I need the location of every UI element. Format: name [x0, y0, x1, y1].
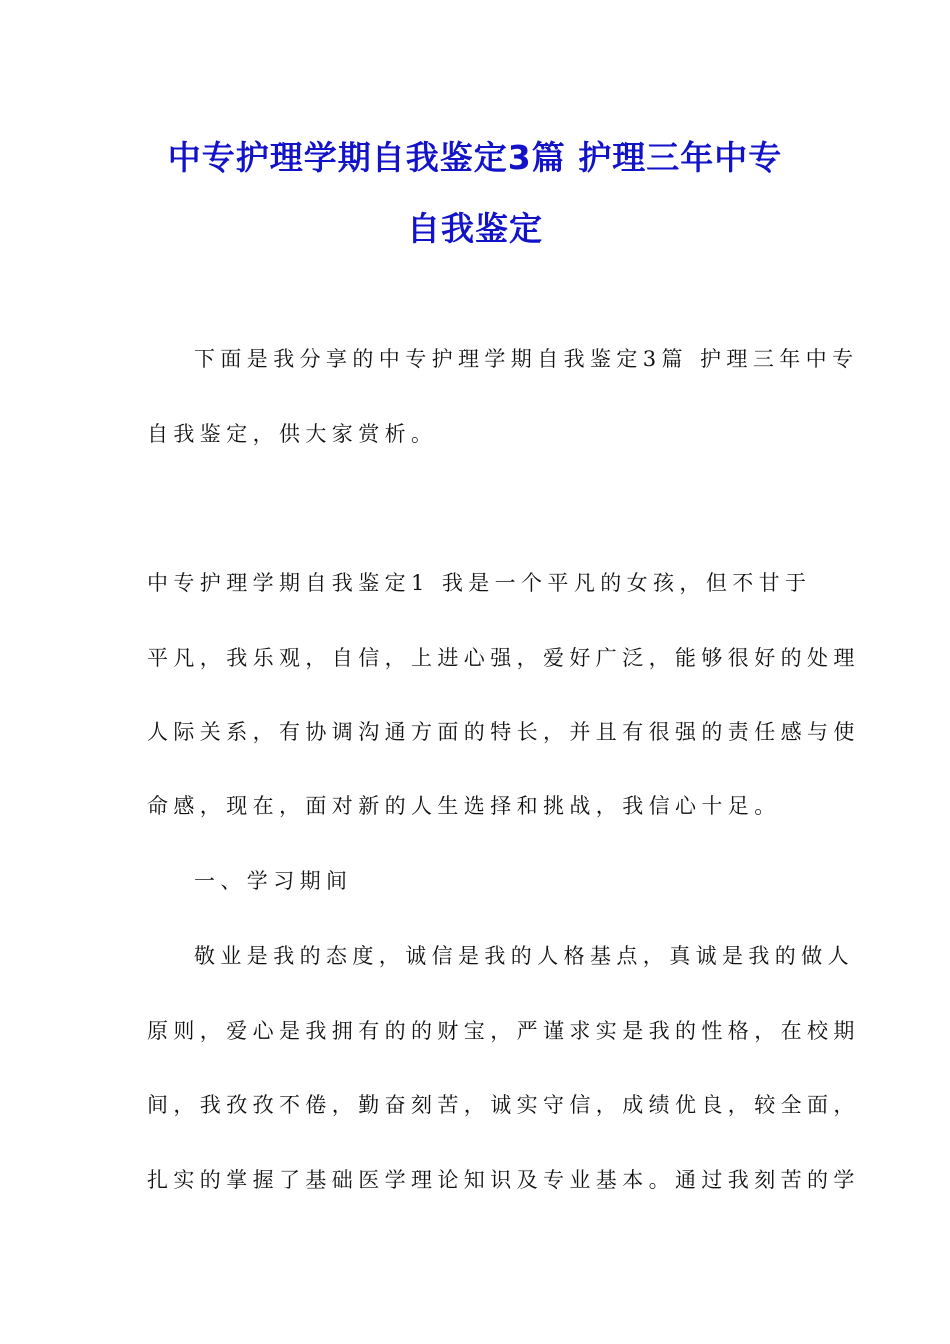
section1-heading: 一、学习期间	[194, 869, 353, 893]
section1-line-2: 平凡，我乐观，自信，上进心强，爱好广泛，能够很好的处理	[147, 646, 860, 670]
intro-line-1: 下面是我分享的中专护理学期自我鉴定3篇 护理三年中专	[194, 347, 859, 371]
document-title-line-1: 中专护理学期自我鉴定3篇 护理三年中专	[167, 138, 783, 177]
section1-line-3: 人际关系，有协调沟通方面的特长，并且有很强的责任感与使	[147, 720, 860, 744]
intro-line-2: 自我鉴定，供大家赏析。	[147, 422, 438, 446]
document-title-line-2: 自我鉴定	[407, 209, 543, 248]
section1-line-4: 命感，现在，面对新的人生选择和挑战，我信心十足。	[147, 794, 781, 818]
paragraph-line-3: 间，我孜孜不倦，勤奋刻苦，诚实守信，成绩优良，较全面，	[147, 1093, 860, 1117]
paragraph-line-1: 敬业是我的态度，诚信是我的人格基点，真诚是我的做人	[194, 944, 854, 968]
section1-line-1: 中专护理学期自我鉴定1 我是一个平凡的女孩，但不甘于	[147, 571, 812, 595]
paragraph-line-2: 原则，爱心是我拥有的的财宝，严谨求实是我的性格，在校期	[147, 1019, 860, 1043]
paragraph-line-4: 扎实的掌握了基础医学理论知识及专业基本。通过我刻苦的学	[147, 1168, 860, 1192]
